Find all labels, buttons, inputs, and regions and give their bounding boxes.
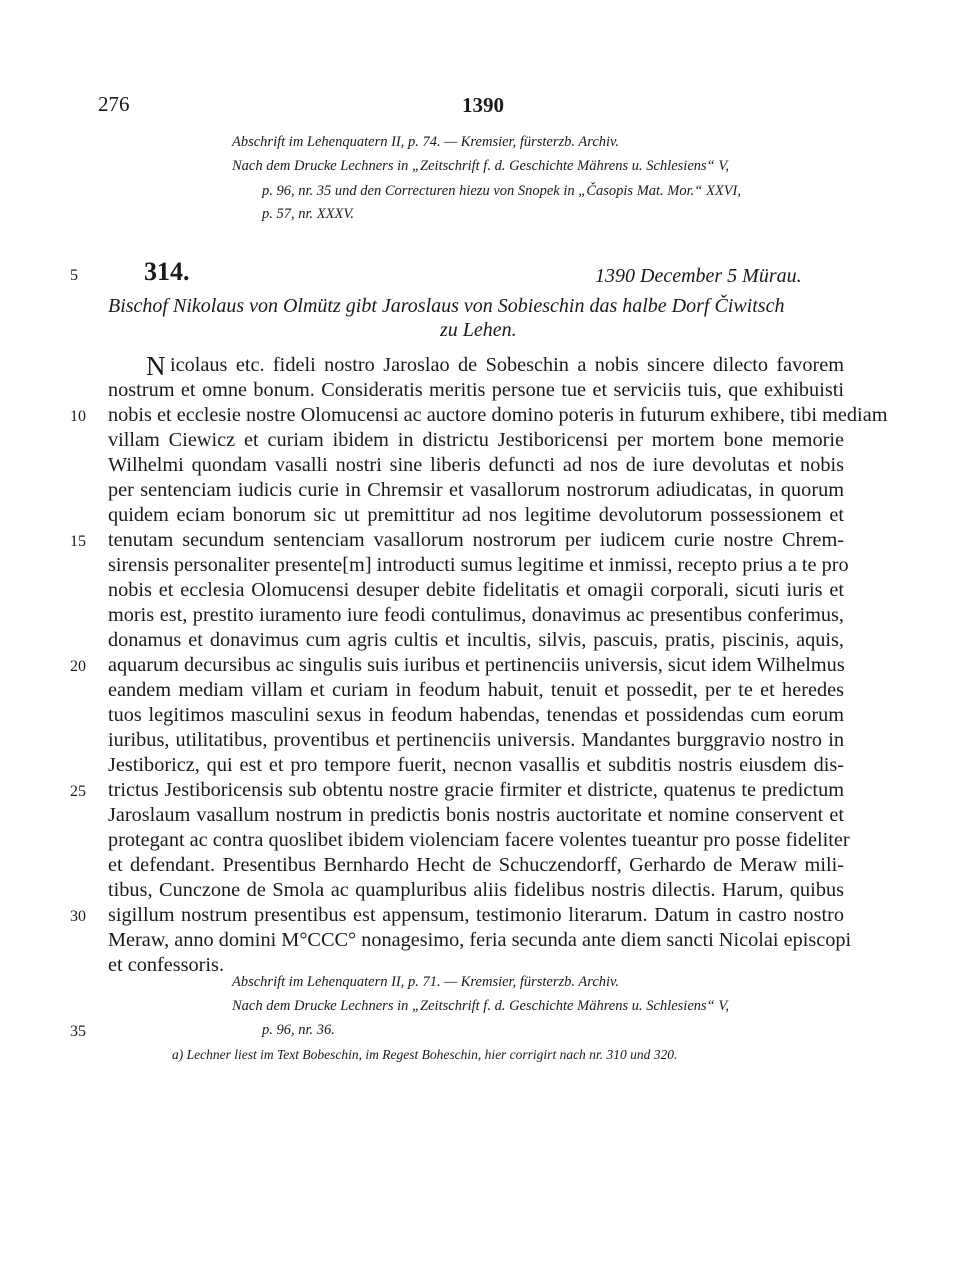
body-line: donamus et donavimus cum agris cultis et incultis, silvis, pascuis, pratis, piscinis, aquis, (108, 629, 844, 651)
body-line: tuos legitimos masculini sexus in feodum habendas, tenendas et possidendas cum eorum (108, 704, 844, 726)
body-line: Wilhelmi quondam vasalli nostri sine liberis defuncti ad nos de iure devolutas et nobis (108, 454, 844, 476)
footnote: a) Lechner liest im Text Bobeschin, im Regest Boheschin, hier corrigirt nach nr. 310 und 320. (172, 1047, 678, 1062)
body-line: trictus Jestiboricensis sub obtentu nostre gracie firmiter et districte, quatenus te predictum (108, 779, 844, 801)
line-number: 35 (70, 1023, 86, 1040)
body-line: nobis et ecclesie nostre Olomucensi ac auctore domino poteris in futurum exhibere, tibi mediam (108, 404, 888, 426)
document-summary: zu Lehen. (440, 319, 517, 341)
source-note-line: Nach dem Drucke Lechners in „Zeitschrift f. d. Geschichte Mährens u. Schlesiens“ V, (232, 998, 729, 1014)
body-line: nobis et ecclesia Olomucensi desuper debite fidelitatis et omagii corporali, sicuti iuris et (108, 579, 844, 601)
body-line: Jaroslaum vasallum nostrum in predictis bonis nostris auctoritate et nomine conservent et (108, 804, 844, 826)
body-line: tibus, Cunczone de Smola ac quampluribus aliis fidelibus nostris dilectis. Harum, quibus (108, 879, 844, 901)
line-number: 20 (70, 658, 86, 675)
body-line: icolaus etc. fideli nostro Jaroslao de Sobeschin a nobis sincere dilecto favorem (170, 354, 844, 376)
body-line: iuribus, utilitatibus, proventibus et pertinenciis universis. Mandantes burggravio nostro in (108, 729, 844, 751)
source-note-line: Abschrift im Lehenquatern II, p. 74. — Kremsier, fürsterzb. Archiv. (232, 134, 620, 150)
body-line: moris est, prestito iuramento iure feodi contulimus, donavimus ac presentibus conferimus, (108, 604, 844, 626)
line-number: 25 (70, 783, 86, 800)
source-note-line: p. 96, nr. 36. (262, 1022, 335, 1038)
page-header-year: 1390 (462, 93, 504, 117)
body-line: nostrum et omne bonum. Consideratis meritis persone tue et serviciis tuis, que exhibuisti (108, 379, 844, 401)
line-number: 30 (70, 908, 86, 925)
body-line: sigillum nostrum presentibus est appensum, testimonio literarum. Datum in castro nostro (108, 904, 844, 926)
document-summary: Bischof Nikolaus von Olmütz gibt Jaroslaus von Sobieschin das halbe Dorf Čiwitsch (108, 295, 785, 317)
initial-letter: N (146, 351, 166, 381)
body-line: aquarum decursibus ac singulis suis iuribus et pertinenciis universis, sicut idem Wilhelmus (108, 654, 845, 676)
body-line: protegant ac contra quoslibet ibidem violenciam facere volentes tueantur pro posse fideliter (108, 829, 850, 851)
body-line: villam Ciewicz et curiam ibidem in districtu Jestiboricensi per mortem bone memorie (108, 429, 844, 451)
document-number: 314. (144, 257, 190, 286)
line-number: 5 (70, 267, 78, 284)
body-line: eandem mediam villam et curiam in feodum habuit, tenuit et possedit, per te et heredes (108, 679, 844, 701)
source-note-line: Nach dem Drucke Lechners in „Zeitschrift f. d. Geschichte Mährens u. Schlesiens“ V, (232, 158, 729, 174)
document-date-place: 1390 December 5 Mürau. (595, 265, 802, 287)
line-number: 10 (70, 408, 86, 425)
line-number: 15 (70, 533, 86, 550)
source-note-line: p. 96, nr. 35 und den Correcturen hiezu von Snopek in „Časopis Mat. Mor.“ XXVI, (262, 183, 742, 199)
body-line: et confessoris. (108, 954, 225, 976)
source-note-line: Abschrift im Lehenquatern II, p. 71. — Kremsier, fürsterzb. Archiv. (232, 974, 620, 990)
body-line: quidem eciam bonorum sic ut premittitur ad nos legitime devolutorum possessionem et (108, 504, 844, 526)
source-note-line: p. 57, nr. XXXV. (262, 206, 354, 222)
page-number: 276 (98, 92, 130, 116)
body-line: et defendant. Presentibus Bernhardo Hecht de Schuczendorff, Gerhardo de Meraw mili- (108, 854, 844, 876)
body-line: tenutam secundum sentenciam vasallorum nostrorum per iudicem curie nostre Chrem- (108, 529, 844, 551)
body-line: Meraw, anno domini M°CCC° nonagesimo, feria secunda ante diem sancti Nicolai episcopi (108, 929, 852, 951)
body-line: per sentenciam iudicis curie in Chremsir et vasallorum nostrorum adiudicatas, in quorum (108, 479, 844, 501)
body-line: Jestiboricz, qui est et pro tempore fuerit, necnon vasallis et subditis nostris eiusdem dis- (108, 754, 844, 776)
body-line: sirensis personaliter presente[m] introducti sumus legitime et inmissi, recepto prius a te pro (108, 554, 849, 576)
